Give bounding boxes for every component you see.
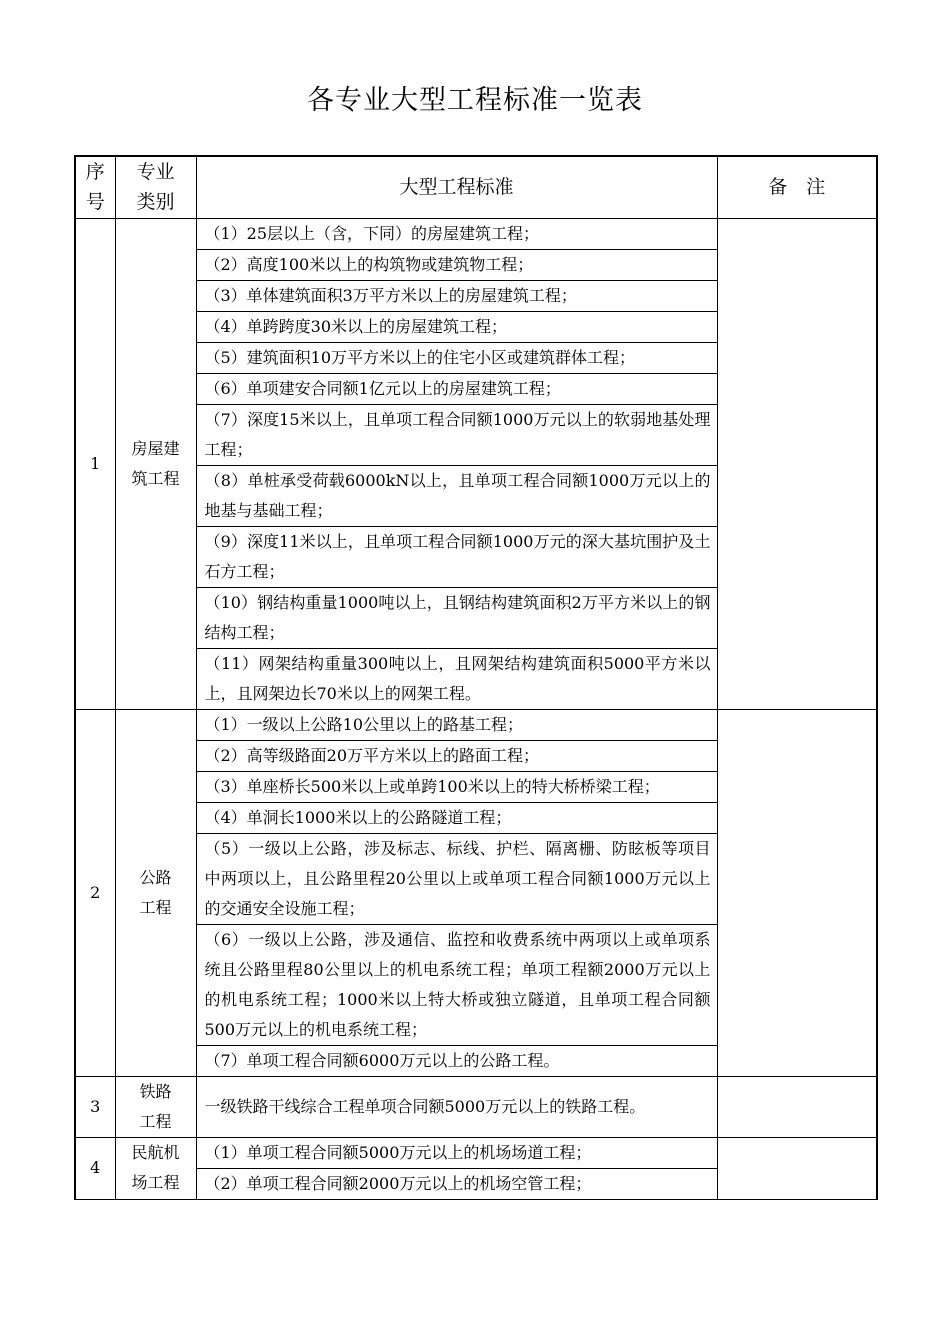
table-row: [75, 709, 877, 740]
standard-item: 一级铁路干线综合工程单项合同额5000万元以上的铁路工程。: [196, 1076, 717, 1137]
standard-item: （3）单体建筑面积3万平方米以上的房屋建筑工程；: [196, 280, 717, 311]
category-line2: 工程: [139, 1111, 172, 1131]
header-row: [75, 156, 877, 218]
table-row: [75, 218, 877, 249]
category-line1: 铁路: [139, 1081, 172, 1101]
category-line2: 工程: [139, 897, 172, 917]
category-line1: 公路: [139, 867, 172, 887]
group-category: [115, 1137, 196, 1199]
standard-item: （9）深度11米以上，且单项工程合同额1000万元的深大基坑围护及土石方工程；: [196, 526, 717, 587]
group-seq: 2: [75, 709, 115, 1076]
standard-item: （5）建筑面积10万平方米以上的住宅小区或建筑群体工程；: [196, 342, 717, 373]
standard-item: （1）一级以上公路10公里以上的路基工程；: [196, 709, 717, 740]
header-seq-line2: 号: [85, 191, 105, 214]
standard-item: （7）深度15米以上，且单项工程合同额1000万元以上的软弱地基处理工程；: [196, 404, 717, 465]
group-seq: 1: [75, 218, 115, 709]
standard-item: （1）单项工程合同额5000万元以上的机场场道工程；: [196, 1137, 717, 1168]
standard-item: （2）高等级路面20万平方米以上的路面工程；: [196, 740, 717, 771]
standard-item: （7）单项工程合同额6000万元以上的公路工程。: [196, 1045, 717, 1076]
standard-item: （4）单跨跨度30米以上的房屋建筑工程；: [196, 311, 717, 342]
group-category: [115, 709, 196, 1076]
standard-item: （1）25层以上（含，下同）的房屋建筑工程；: [196, 218, 717, 249]
standards-table: [74, 155, 878, 1200]
group-seq: 4: [75, 1137, 115, 1199]
group-seq: 3: [75, 1076, 115, 1137]
group-remark: [717, 1137, 877, 1199]
document-title: 各专业大型工程标准一览表: [307, 85, 643, 116]
category-line2: 场工程: [131, 1173, 180, 1192]
header-category: [115, 156, 196, 218]
header-seq-line1: 序: [85, 161, 105, 184]
table-row: [75, 1137, 877, 1168]
category-line1: 民航机: [131, 1143, 180, 1162]
group-category: [115, 1076, 196, 1137]
group-category: [115, 218, 196, 709]
standard-item: （5）一级以上公路，涉及标志、标线、护栏、隔离栅、防眩板等项目中两项以上，且公路里程20公里以上或单项工程合同额1000万元以上的交通安全设施工程；: [196, 833, 717, 924]
group-remark: [717, 1076, 877, 1137]
header-remarks: 备 注: [717, 156, 877, 218]
standard-item: （2）高度100米以上的构筑物或建筑物工程；: [196, 249, 717, 280]
category-line2: 筑工程: [131, 468, 180, 488]
standard-item: （6）单项建安合同额1亿元以上的房屋建筑工程；: [196, 373, 717, 404]
header-category-line2: 类别: [136, 191, 175, 214]
standard-item: （3）单座桥长500米以上或单跨100米以上的特大桥桥梁工程；: [196, 771, 717, 802]
category-line1: 房屋建: [131, 438, 180, 458]
standard-item: （6）一级以上公路，涉及通信、监控和收费系统中两项以上或单项系统且公路里程80公里以上的机电系统工程；单项工程额2000万元以上的机电系统工程；1000米以上特大桥或独立隧道，且单项工程合同额500万元以上的机电系统工程；: [196, 924, 717, 1045]
header-category-line1: 专业: [136, 161, 175, 184]
standard-item: （4）单洞长1000米以上的公路隧道工程；: [196, 802, 717, 833]
table-row: [75, 1076, 877, 1137]
header-seq: [75, 156, 115, 218]
standard-item: （8）单桩承受荷载6000kN以上，且单项工程合同额1000万元以上的地基与基础工程；: [196, 465, 717, 526]
header-standard: 大型工程标准: [196, 156, 717, 218]
standard-item: （11）网架结构重量300吨以上，且网架结构建筑面积5000平方米以上，且网架边长70米以上的网架工程。: [196, 648, 717, 709]
group-remark: [717, 218, 877, 709]
standard-item: （2）单项工程合同额2000万元以上的机场空管工程；: [196, 1168, 717, 1199]
standard-item: （10）钢结构重量1000吨以上，且钢结构建筑面积2万平方米以上的钢结构工程；: [196, 587, 717, 648]
group-remark: [717, 709, 877, 1076]
